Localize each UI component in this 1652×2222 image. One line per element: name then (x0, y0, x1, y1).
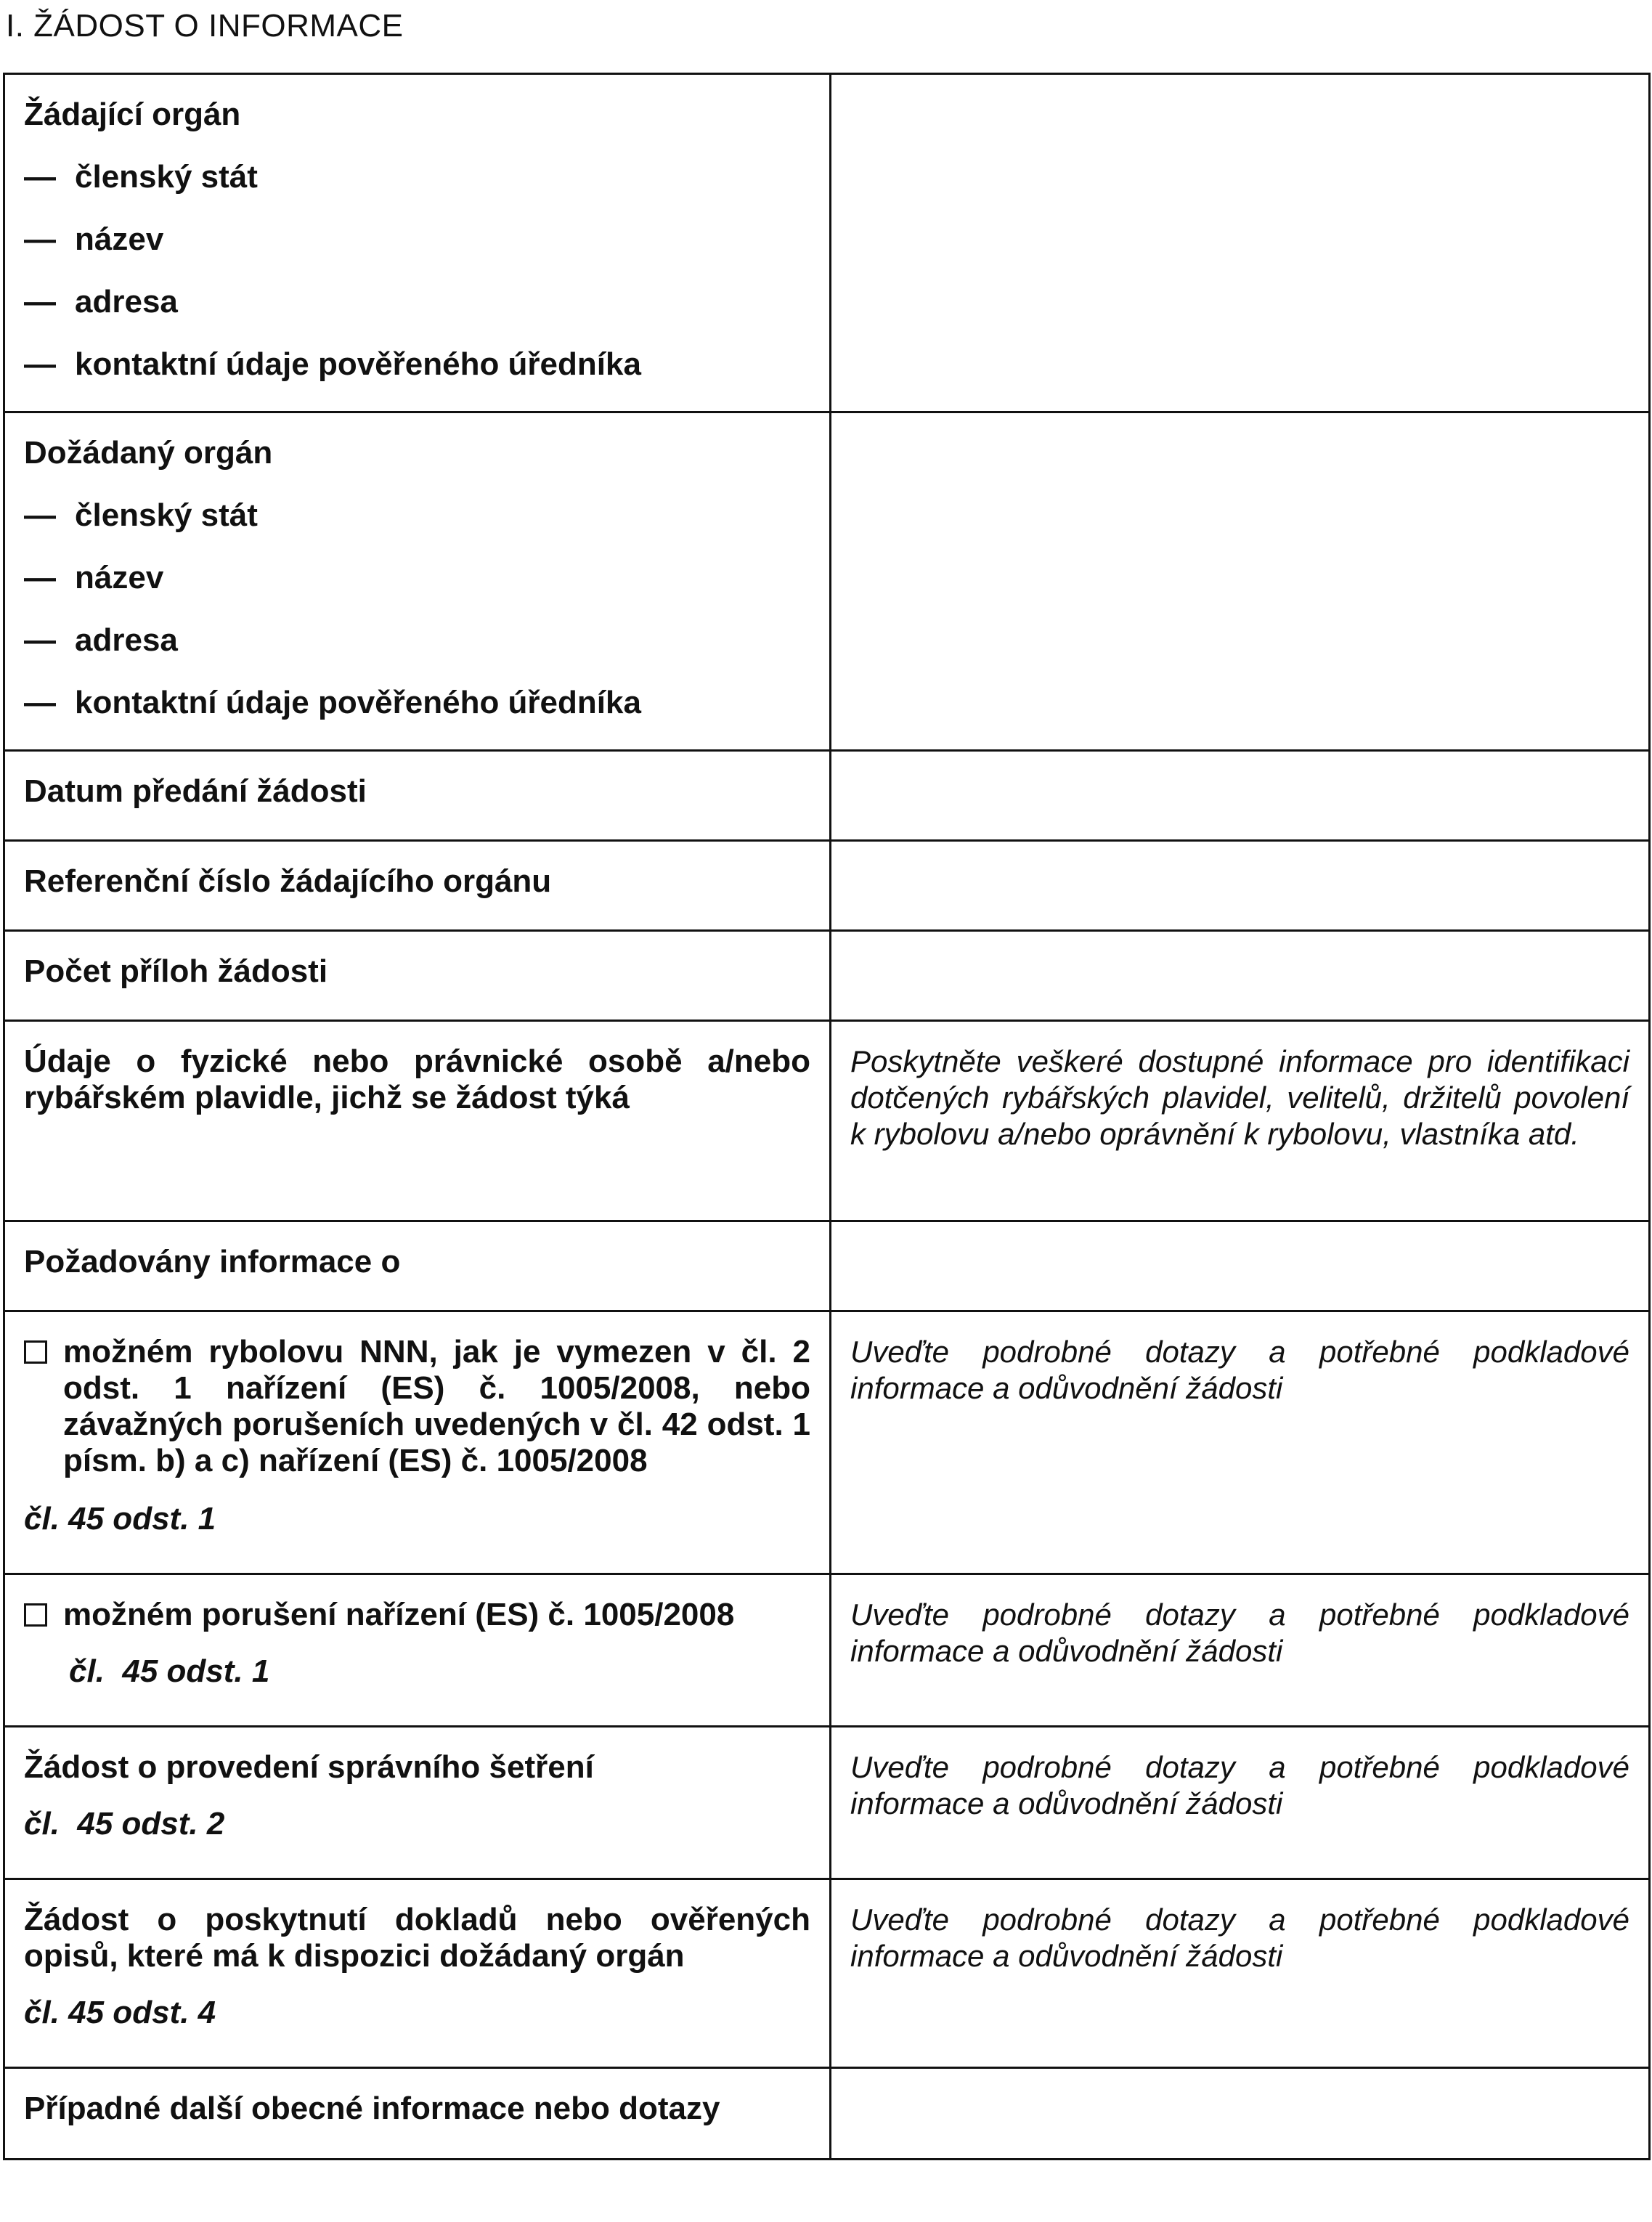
documents-note: Uveďte podrobné dotazy a potřebné podkladové informace a odůvodnění žádosti (850, 1902, 1629, 1973)
iuu-label: možném rybolovu NNN, jak je vymezen v čl. 2 odst. 1 nařízení (ES) č. 1005/2008, nebo závažných porušeních uvedených v čl. 42 odst. 1 písm. b) a c) nařízení (ES) č. 1005/2008 (63, 1334, 810, 1478)
infringement-input[interactable] (831, 1574, 1650, 1727)
infringement-label: možném porušení nařízení (ES) č. 1005/2008 (63, 1597, 735, 1632)
table-row (4, 1727, 1650, 1879)
requested-authority-input[interactable] (831, 412, 1650, 751)
requesting-authority-input[interactable] (831, 74, 1650, 412)
table-row (4, 412, 1650, 751)
enquiry-input[interactable] (831, 1727, 1650, 1879)
subject-label: Údaje o fyzické nebo právnické osobě a/nebo rybářském plavidle, jichž se žádost týká (24, 1043, 810, 1115)
iuu-checkbox[interactable] (24, 1340, 47, 1364)
request-form-table (3, 73, 1651, 2160)
table-row (4, 931, 1650, 1021)
other-label: Případné další obecné informace nebo dotazy (24, 2091, 720, 2126)
table-row (4, 1021, 1650, 1221)
other-input[interactable] (831, 2068, 1650, 2160)
table-row (4, 2068, 1650, 2160)
infringement-checkbox[interactable] (24, 1603, 47, 1627)
table-row (4, 1311, 1650, 1574)
documents-article: čl. 45 odst. 4 (24, 1995, 216, 2030)
requested-authority-cell (4, 412, 831, 751)
list-item: — kontaktní údaje pověřeného úředníka (24, 685, 641, 720)
documents-input[interactable] (831, 1879, 1650, 2068)
table-row (4, 1879, 1650, 2068)
list-item: — členský stát (24, 159, 258, 195)
table-row (4, 1221, 1650, 1311)
date-input[interactable] (831, 751, 1650, 841)
iuu-input[interactable] (831, 1311, 1650, 1574)
iuu-note: Uveďte podrobné dotazy a potřebné podkladové informace a odůvodnění žádosti (850, 1335, 1629, 1405)
documents-label: Žádost o poskytnutí dokladů nebo ověřených opisů, které má k dispozici dožádaný orgán (24, 1902, 810, 1974)
requesting-authority-cell (4, 74, 831, 412)
table-row (4, 1574, 1650, 1727)
list-item: — adresa (24, 284, 178, 320)
enquiry-article: čl. 45 odst. 2 (24, 1806, 225, 1842)
attachments-label: Počet příloh žádosti (24, 953, 328, 989)
iuu-article: čl. 45 odst. 1 (24, 1501, 216, 1537)
requested-authority-title: Dožádaný orgán (24, 435, 273, 471)
reference-label: Referenční číslo žádajícího orgánu (24, 863, 552, 899)
requesting-authority-title: Žádající orgán (24, 97, 241, 132)
table-row (4, 74, 1650, 412)
infringement-note: Uveďte podrobné dotazy a potřebné podkladové informace a odůvodnění žádosti (850, 1598, 1629, 1668)
list-item: — adresa (24, 622, 178, 658)
table-row (4, 751, 1650, 841)
date-label: Datum předání žádosti (24, 773, 367, 809)
enquiry-label: Žádost o provedení správního šetření (24, 1749, 594, 1785)
enquiry-note: Uveďte podrobné dotazy a potřebné podkladové informace a odůvodnění žádosti (850, 1750, 1629, 1820)
list-item: — název (24, 560, 164, 595)
infringement-article: čl. 45 odst. 1 (69, 1653, 270, 1689)
table-row (4, 841, 1650, 931)
list-item: — členský stát (24, 497, 258, 533)
info-requested-input[interactable] (831, 1221, 1650, 1311)
attachments-input[interactable] (831, 931, 1650, 1021)
reference-input[interactable] (831, 841, 1650, 931)
list-item: — název (24, 221, 164, 257)
info-requested-label: Požadovány informace o (24, 1244, 401, 1279)
list-item: — kontaktní údaje pověřeného úředníka (24, 346, 641, 382)
subject-input[interactable] (831, 1021, 1650, 1221)
subject-note: Poskytněte veškeré dostupné informace pro identifikaci dotčených rybářských plavidel, velitelů, držitelů povolení k rybolovu a/nebo oprávnění k rybolovu, vlastníka atd. (850, 1044, 1629, 1151)
page-title: I. ŽÁDOST O INFORMACE (6, 8, 404, 44)
